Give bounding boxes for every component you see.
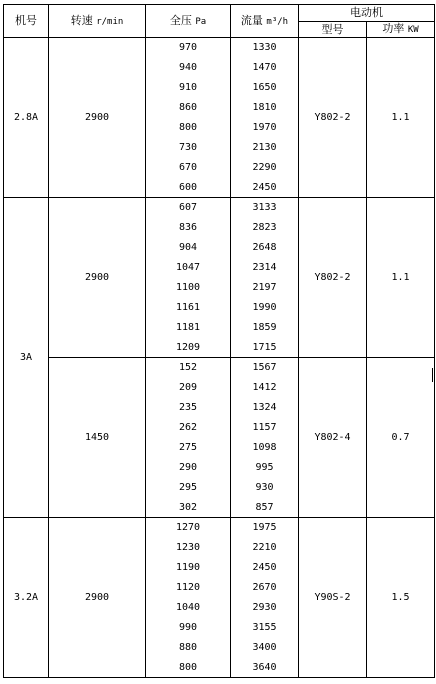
header-pressure-label: 全压 bbox=[169, 13, 192, 27]
flow-cell: 3400 bbox=[231, 638, 299, 658]
flow-cell: 1470 bbox=[231, 58, 299, 78]
flow-cell: 995 bbox=[231, 458, 299, 478]
flow-cell: 2670 bbox=[231, 578, 299, 598]
header-power-unit: KW bbox=[407, 25, 419, 35]
flow-cell: 1324 bbox=[231, 398, 299, 418]
model-cell: 3.2A bbox=[4, 518, 49, 678]
flow-cell: 2450 bbox=[231, 178, 299, 198]
header-flow-label: 流量 bbox=[240, 13, 263, 27]
table-row bbox=[4, 198, 435, 218]
pressure-cell: 275 bbox=[146, 438, 231, 458]
pressure-cell: 1190 bbox=[146, 558, 231, 578]
header-motor: 电动机 bbox=[299, 5, 435, 22]
speed-cell: 1450 bbox=[49, 358, 146, 518]
flow-cell: 857 bbox=[231, 498, 299, 518]
flow-cell: 1330 bbox=[231, 38, 299, 58]
motor-power-cell: 1.1 bbox=[367, 198, 435, 358]
flow-cell: 1098 bbox=[231, 438, 299, 458]
flow-cell: 1975 bbox=[231, 518, 299, 538]
pressure-cell: 1181 bbox=[146, 318, 231, 338]
flow-cell: 2648 bbox=[231, 238, 299, 258]
motor-type-cell: Y802-4 bbox=[299, 358, 367, 518]
flow-cell: 1650 bbox=[231, 78, 299, 98]
flow-cell: 3133 bbox=[231, 198, 299, 218]
flow-cell: 2130 bbox=[231, 138, 299, 158]
pressure-cell: 730 bbox=[146, 138, 231, 158]
pressure-cell: 800 bbox=[146, 658, 231, 678]
header-speed-label: 转速 bbox=[70, 13, 93, 27]
flow-cell: 2450 bbox=[231, 558, 299, 578]
pressure-cell: 152 bbox=[146, 358, 231, 378]
pressure-cell: 1047 bbox=[146, 258, 231, 278]
pressure-cell: 1120 bbox=[146, 578, 231, 598]
pressure-cell: 670 bbox=[146, 158, 231, 178]
header-model: 机号 bbox=[4, 5, 49, 38]
pressure-cell: 295 bbox=[146, 478, 231, 498]
flow-cell: 930 bbox=[231, 478, 299, 498]
pressure-cell: 860 bbox=[146, 98, 231, 118]
flow-cell: 2197 bbox=[231, 278, 299, 298]
table-row bbox=[4, 358, 435, 378]
speed-cell: 2900 bbox=[49, 38, 146, 198]
flow-cell: 2210 bbox=[231, 538, 299, 558]
header-row bbox=[4, 5, 435, 22]
flow-cell: 1412 bbox=[231, 378, 299, 398]
motor-type-cell: Y90S-2 bbox=[299, 518, 367, 678]
pressure-cell: 607 bbox=[146, 198, 231, 218]
flow-cell: 1810 bbox=[231, 98, 299, 118]
table-row bbox=[4, 38, 435, 58]
header-flow bbox=[231, 5, 299, 38]
header-pressure bbox=[146, 5, 231, 38]
header-pressure-unit: Pa bbox=[195, 16, 207, 27]
pressure-cell: 880 bbox=[146, 638, 231, 658]
model-cell: 3A bbox=[4, 198, 49, 518]
text-cursor bbox=[432, 368, 433, 382]
pressure-cell: 970 bbox=[146, 38, 231, 58]
flow-cell: 3155 bbox=[231, 618, 299, 638]
speed-cell: 2900 bbox=[49, 518, 146, 678]
pressure-cell: 1230 bbox=[146, 538, 231, 558]
flow-cell: 3640 bbox=[231, 658, 299, 678]
header-power-label: 功率 bbox=[382, 22, 405, 35]
header-motor-power bbox=[367, 22, 435, 38]
pressure-cell: 1161 bbox=[146, 298, 231, 318]
table-row bbox=[4, 518, 435, 538]
flow-cell: 2290 bbox=[231, 158, 299, 178]
pressure-cell: 290 bbox=[146, 458, 231, 478]
flow-cell: 1859 bbox=[231, 318, 299, 338]
pressure-cell: 1209 bbox=[146, 338, 231, 358]
fan-spec-table bbox=[3, 4, 435, 678]
pressure-cell: 800 bbox=[146, 118, 231, 138]
flow-cell: 2823 bbox=[231, 218, 299, 238]
flow-cell: 2314 bbox=[231, 258, 299, 278]
flow-cell: 1715 bbox=[231, 338, 299, 358]
pressure-cell: 1100 bbox=[146, 278, 231, 298]
flow-cell: 2930 bbox=[231, 598, 299, 618]
pressure-cell: 910 bbox=[146, 78, 231, 98]
motor-power-cell: 1.5 bbox=[367, 518, 435, 678]
speed-cell: 2900 bbox=[49, 198, 146, 358]
pressure-cell: 209 bbox=[146, 378, 231, 398]
motor-type-cell: Y802-2 bbox=[299, 38, 367, 198]
pressure-cell: 1270 bbox=[146, 518, 231, 538]
header-flow-unit: m³/h bbox=[266, 16, 289, 27]
pressure-cell: 600 bbox=[146, 178, 231, 198]
motor-power-cell: 0.7 bbox=[367, 358, 435, 518]
pressure-cell: 836 bbox=[146, 218, 231, 238]
pressure-cell: 940 bbox=[146, 58, 231, 78]
flow-cell: 1157 bbox=[231, 418, 299, 438]
flow-cell: 1567 bbox=[231, 358, 299, 378]
motor-type-cell: Y802-2 bbox=[299, 198, 367, 358]
pressure-cell: 990 bbox=[146, 618, 231, 638]
pressure-cell: 235 bbox=[146, 398, 231, 418]
header-speed bbox=[49, 5, 146, 38]
table-body bbox=[4, 5, 435, 678]
pressure-cell: 262 bbox=[146, 418, 231, 438]
flow-cell: 1970 bbox=[231, 118, 299, 138]
header-motor-type: 型号 bbox=[299, 22, 367, 38]
header-speed-unit: r/min bbox=[96, 16, 124, 27]
motor-power-cell: 1.1 bbox=[367, 38, 435, 198]
pressure-cell: 302 bbox=[146, 498, 231, 518]
pressure-cell: 904 bbox=[146, 238, 231, 258]
model-cell: 2.8A bbox=[4, 38, 49, 198]
flow-cell: 1990 bbox=[231, 298, 299, 318]
pressure-cell: 1040 bbox=[146, 598, 231, 618]
